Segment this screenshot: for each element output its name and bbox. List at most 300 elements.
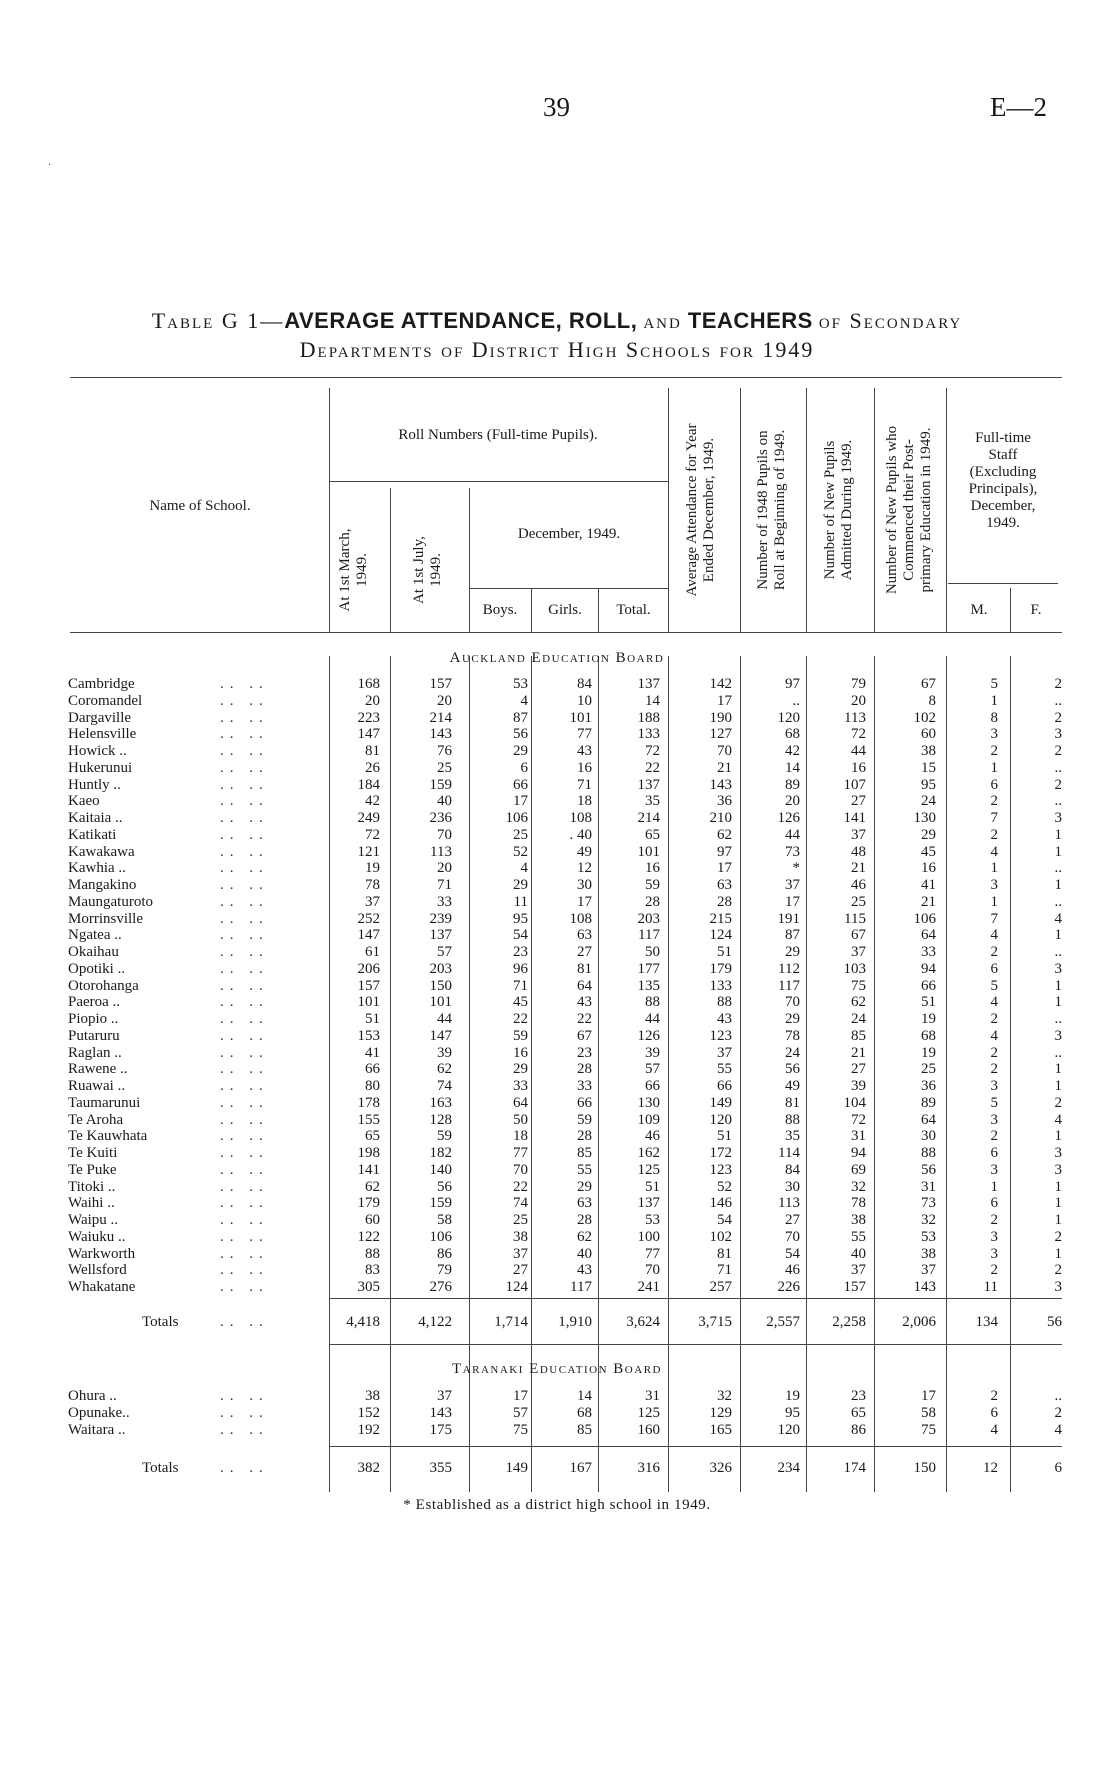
cell-avg: 21 <box>717 760 732 776</box>
cell-boys: 87 <box>513 710 528 726</box>
cell-total: 214 <box>637 810 660 826</box>
cell-f: 2 <box>1054 1229 1062 1245</box>
cell-f: 1 <box>1054 1195 1062 1211</box>
cell-total: 100 <box>637 1229 660 1245</box>
cell-n1948: 2,557 <box>766 1314 800 1330</box>
cell-new: 27 <box>851 1061 866 1077</box>
cell-boys: 66 <box>513 777 528 793</box>
cell-m: 3 <box>990 1112 998 1128</box>
cell-total: 44 <box>645 1011 660 1027</box>
title-rest: of Secondary <box>818 308 963 333</box>
cell-new: 21 <box>851 1045 866 1061</box>
cell-m: 6 <box>990 1405 998 1421</box>
cell-march: 249 <box>357 810 380 826</box>
staff-rule <box>948 583 1058 584</box>
cell-girls: 85 <box>577 1145 592 1161</box>
cell-n1948: .. <box>792 693 800 709</box>
cell-m: 134 <box>975 1314 998 1330</box>
cell-post: 8 <box>928 693 936 709</box>
cell-m: 2 <box>990 743 998 759</box>
cell-total: 35 <box>645 793 660 809</box>
scan-mark: · <box>48 160 52 171</box>
cell-f: 3 <box>1054 1279 1062 1295</box>
december-rule <box>470 588 668 589</box>
school-name: Ngatea .. <box>68 927 122 943</box>
cell-avg: 146 <box>709 1195 732 1211</box>
cell-f: .. <box>1054 1011 1062 1027</box>
cell-m: 7 <box>990 911 998 927</box>
cell-m: 2 <box>990 793 998 809</box>
cell-march: 206 <box>357 961 380 977</box>
cell-avg: 28 <box>717 894 732 910</box>
cell-march: 51 <box>365 1011 380 1027</box>
cell-n1948: 78 <box>785 1028 800 1044</box>
cell-new: 37 <box>851 1262 866 1278</box>
cell-july: 113 <box>430 844 452 860</box>
cell-n1948: 46 <box>785 1262 800 1278</box>
cell-total: 46 <box>645 1128 660 1144</box>
cell-july: 175 <box>429 1422 452 1438</box>
leader-dots: .. .. <box>220 844 269 860</box>
cell-girls: 22 <box>577 1011 592 1027</box>
cell-avg: 165 <box>709 1422 732 1438</box>
cell-girls: 12 <box>577 860 592 876</box>
cell-boys: 6 <box>520 760 528 776</box>
cell-july: 4,122 <box>418 1314 452 1330</box>
header-girls: Girls. <box>548 602 582 618</box>
cell-f: .. <box>1054 1045 1062 1061</box>
section-taranaki: Taranaki Education Board <box>452 1361 662 1377</box>
cell-boys: 106 <box>505 810 528 826</box>
col-divider <box>390 488 391 632</box>
cell-girls: 108 <box>569 911 592 927</box>
cell-july: 182 <box>429 1145 452 1161</box>
cell-total: 133 <box>637 726 660 742</box>
cell-n1948: 73 <box>785 844 800 860</box>
cell-total: 70 <box>645 1262 660 1278</box>
cell-f: 3 <box>1054 1145 1062 1161</box>
table-row <box>0 710 1114 726</box>
cell-july: 74 <box>437 1078 452 1094</box>
title-bold-2: TEACHERS <box>687 308 813 333</box>
auckland-totals-row <box>0 1314 1114 1330</box>
cell-july: 33 <box>437 894 452 910</box>
school-name: Warkworth <box>68 1246 136 1262</box>
cell-boys: 95 <box>513 911 528 927</box>
cell-post: 88 <box>921 1145 936 1161</box>
cell-july: 25 <box>437 760 452 776</box>
header-new-pupils: Number of New Pupils Admitted During 1949. <box>822 439 855 581</box>
cell-m: 2 <box>990 1061 998 1077</box>
leader-dots: .. .. <box>220 760 269 776</box>
cell-m: 3 <box>990 1246 998 1262</box>
cell-f: 1 <box>1054 827 1062 843</box>
cell-july: 101 <box>429 994 452 1010</box>
leader-dots: .. .. <box>220 793 269 809</box>
leader-dots: .. .. <box>220 1095 269 1111</box>
cell-post: 53 <box>921 1229 936 1245</box>
cell-boys: 149 <box>505 1460 528 1476</box>
cell-new: 55 <box>851 1229 866 1245</box>
cell-total: 188 <box>637 710 660 726</box>
cell-n1948: 117 <box>778 978 800 994</box>
col-divider <box>946 388 947 632</box>
cell-july: 140 <box>429 1162 452 1178</box>
cell-july: 355 <box>429 1460 452 1476</box>
cell-march: 198 <box>357 1145 380 1161</box>
cell-f: 1 <box>1054 978 1062 994</box>
cell-new: 2,258 <box>832 1314 866 1330</box>
cell-avg: 32 <box>717 1388 732 1404</box>
leader-dots: .. .. <box>220 693 269 709</box>
cell-march: 65 <box>365 1128 380 1144</box>
cell-july: 159 <box>429 777 452 793</box>
school-name: Katikati <box>68 827 117 843</box>
cell-avg: 81 <box>717 1246 732 1262</box>
cell-july: 37 <box>437 1388 452 1404</box>
cell-n1948: 81 <box>785 1095 800 1111</box>
cell-n1948: 68 <box>785 726 800 742</box>
leader-dots: .. .. <box>220 1179 269 1195</box>
table-row <box>0 1179 1114 1195</box>
leader-dots: .. .. <box>220 860 269 876</box>
cell-n1948: 49 <box>785 1078 800 1094</box>
cell-avg: 70 <box>717 743 732 759</box>
school-name: Te Puke <box>68 1162 117 1178</box>
cell-post: 16 <box>921 860 936 876</box>
cell-new: 78 <box>851 1195 866 1211</box>
cell-post: 2,006 <box>902 1314 936 1330</box>
leader-dots: .. .. <box>220 877 269 893</box>
cell-post: 51 <box>921 994 936 1010</box>
table-row <box>0 726 1114 742</box>
cell-march: 4,418 <box>346 1314 380 1330</box>
leader-dots: .. .. <box>220 743 269 759</box>
cell-total: 316 <box>637 1460 660 1476</box>
cell-m: 4 <box>990 994 998 1010</box>
cell-girls: 77 <box>577 726 592 742</box>
leader-dots: .. .. <box>220 710 269 726</box>
table-row <box>0 844 1114 860</box>
cell-post: 31 <box>921 1179 936 1195</box>
cell-post: 143 <box>913 1279 936 1295</box>
cell-july: 71 <box>437 877 452 893</box>
school-name: Kawhia .. <box>68 860 126 876</box>
leader-dots: .. .. <box>220 978 269 994</box>
cell-girls: 17 <box>577 894 592 910</box>
cell-total: 39 <box>645 1045 660 1061</box>
cell-total: 101 <box>637 844 660 860</box>
cell-total: 16 <box>645 860 660 876</box>
title-line-2: Departments of District High Schools for 1949 <box>299 337 815 362</box>
cell-f: 1 <box>1054 1212 1062 1228</box>
cell-total: 126 <box>637 1028 660 1044</box>
table-row <box>0 927 1114 943</box>
cell-new: 44 <box>851 743 866 759</box>
totals-label: Totals <box>142 1460 179 1476</box>
cell-girls: 71 <box>577 777 592 793</box>
cell-new: 67 <box>851 927 866 943</box>
cell-m: 5 <box>990 1095 998 1111</box>
cell-march: 20 <box>365 693 380 709</box>
cell-post: 17 <box>921 1388 936 1404</box>
cell-boys: 16 <box>513 1045 528 1061</box>
cell-girls: 43 <box>577 743 592 759</box>
cell-post: 45 <box>921 844 936 860</box>
cell-n1948: 19 <box>785 1388 800 1404</box>
cell-f: 2 <box>1054 1262 1062 1278</box>
cell-girls: 28 <box>577 1128 592 1144</box>
cell-july: 62 <box>437 1061 452 1077</box>
cell-n1948: 17 <box>785 894 800 910</box>
cell-new: 107 <box>843 777 866 793</box>
cell-n1948: 30 <box>785 1179 800 1195</box>
table-row <box>0 994 1114 1010</box>
cell-m: 1 <box>990 894 998 910</box>
school-name: Opunake.. <box>68 1405 130 1421</box>
cell-m: 2 <box>990 944 998 960</box>
cell-july: 59 <box>437 1128 452 1144</box>
cell-avg: 326 <box>709 1460 732 1476</box>
cell-f: 1 <box>1054 844 1062 860</box>
cell-boys: 70 <box>513 1162 528 1178</box>
cell-boys: 45 <box>513 994 528 1010</box>
cell-boys: 25 <box>513 1212 528 1228</box>
leader-dots: .. .. <box>220 827 269 843</box>
school-name: Huntly .. <box>68 777 121 793</box>
cell-f: .. <box>1054 944 1062 960</box>
cell-girls: 59 <box>577 1112 592 1128</box>
cell-n1948: * <box>792 860 800 876</box>
cell-post: 73 <box>921 1195 936 1211</box>
table-row <box>0 1212 1114 1228</box>
cell-f: 1 <box>1054 994 1062 1010</box>
cell-m: 2 <box>990 1388 998 1404</box>
cell-girls: 66 <box>577 1095 592 1111</box>
cell-july: 106 <box>429 1229 452 1245</box>
school-name: Maungaturoto <box>68 894 153 910</box>
cell-boys: 22 <box>513 1011 528 1027</box>
cell-boys: 54 <box>513 927 528 943</box>
cell-march: 192 <box>357 1422 380 1438</box>
school-name: Kawakawa <box>68 844 135 860</box>
cell-boys: 37 <box>513 1246 528 1262</box>
cell-boys: 22 <box>513 1179 528 1195</box>
cell-n1948: 84 <box>785 1162 800 1178</box>
cell-post: 24 <box>921 793 936 809</box>
cell-march: 60 <box>365 1212 380 1228</box>
cell-total: 135 <box>637 978 660 994</box>
cell-n1948: 29 <box>785 1011 800 1027</box>
school-name: Piopio .. <box>68 1011 119 1027</box>
leader-dots: .. .. <box>220 1279 269 1295</box>
cell-f: 3 <box>1054 726 1062 742</box>
school-name: Waipu .. <box>68 1212 119 1228</box>
section-auckland: Auckland Education Board <box>449 650 665 666</box>
table-row <box>0 1112 1114 1128</box>
cell-girls: 1,910 <box>558 1314 592 1330</box>
cell-avg: 36 <box>717 793 732 809</box>
cell-avg: 51 <box>717 944 732 960</box>
cell-f: 56 <box>1047 1314 1062 1330</box>
cell-march: 122 <box>357 1229 380 1245</box>
cell-march: 38 <box>365 1388 380 1404</box>
cell-march: 83 <box>365 1262 380 1278</box>
leader-dots: .. .. <box>220 1388 269 1404</box>
cell-m: 1 <box>990 693 998 709</box>
cell-march: 78 <box>365 877 380 893</box>
cell-n1948: 97 <box>785 676 800 692</box>
cell-girls: 63 <box>577 927 592 943</box>
leader-dots: .. .. <box>220 944 269 960</box>
cell-july: 143 <box>429 726 452 742</box>
table-row <box>0 944 1114 960</box>
cell-boys: 74 <box>513 1195 528 1211</box>
table-row <box>0 1145 1114 1161</box>
cell-total: 177 <box>637 961 660 977</box>
cell-avg: 215 <box>709 911 732 927</box>
cell-n1948: 37 <box>785 877 800 893</box>
cell-f: .. <box>1054 693 1062 709</box>
cell-total: 137 <box>637 676 660 692</box>
leader-dots: .. .. <box>220 1314 269 1330</box>
title-and: and <box>643 308 682 333</box>
cell-girls: 67 <box>577 1028 592 1044</box>
school-name: Whakatane <box>68 1279 136 1295</box>
cell-march: 152 <box>357 1405 380 1421</box>
cell-new: 39 <box>851 1078 866 1094</box>
cell-avg: 17 <box>717 693 732 709</box>
cell-total: 241 <box>637 1279 660 1295</box>
cell-m: 3 <box>990 726 998 742</box>
cell-march: 81 <box>365 743 380 759</box>
cell-new: 20 <box>851 693 866 709</box>
cell-march: 168 <box>357 676 380 692</box>
leader-dots: .. .. <box>220 961 269 977</box>
cell-n1948: 87 <box>785 927 800 943</box>
cell-boys: 124 <box>505 1279 528 1295</box>
cell-july: 239 <box>429 911 452 927</box>
cell-n1948: 29 <box>785 944 800 960</box>
cell-new: 31 <box>851 1128 866 1144</box>
cell-new: 113 <box>844 710 866 726</box>
cell-f: 1 <box>1054 1061 1062 1077</box>
cell-new: 48 <box>851 844 866 860</box>
leader-dots: .. .. <box>220 1212 269 1228</box>
cell-total: 65 <box>645 827 660 843</box>
cell-total: 22 <box>645 760 660 776</box>
cell-new: 38 <box>851 1212 866 1228</box>
cell-boys: 71 <box>513 978 528 994</box>
cell-girls: 28 <box>577 1212 592 1228</box>
leader-dots: .. .. <box>220 911 269 927</box>
cell-new: 23 <box>851 1388 866 1404</box>
cell-march: 62 <box>365 1179 380 1195</box>
cell-girls: 30 <box>577 877 592 893</box>
cell-m: 1 <box>990 760 998 776</box>
cell-post: 38 <box>921 1246 936 1262</box>
cell-new: 62 <box>851 994 866 1010</box>
school-name: Mangakino <box>68 877 137 893</box>
cell-post: 19 <box>921 1011 936 1027</box>
cell-july: 157 <box>429 676 452 692</box>
cell-avg: 149 <box>709 1095 732 1111</box>
cell-m: 3 <box>990 1078 998 1094</box>
cell-boys: 38 <box>513 1229 528 1245</box>
cell-avg: 3,715 <box>698 1314 732 1330</box>
cell-july: 236 <box>429 810 452 826</box>
cell-m: 1 <box>990 1179 998 1195</box>
cell-july: 76 <box>437 743 452 759</box>
cell-f: 1 <box>1054 1128 1062 1144</box>
cell-post: 68 <box>921 1028 936 1044</box>
cell-total: 137 <box>637 777 660 793</box>
cell-post: 30 <box>921 1128 936 1144</box>
cell-girls: 43 <box>577 1262 592 1278</box>
cell-girls: 49 <box>577 844 592 860</box>
cell-march: 121 <box>357 844 380 860</box>
header-july: At 1st July, 1949. <box>411 536 444 604</box>
cell-post: 95 <box>921 777 936 793</box>
cell-post: 130 <box>913 810 936 826</box>
school-name: Otorohanga <box>68 978 139 994</box>
header-boys: Boys. <box>482 602 518 618</box>
leader-dots: .. .. <box>220 927 269 943</box>
cell-march: 153 <box>357 1028 380 1044</box>
cell-avg: 63 <box>717 877 732 893</box>
table-row <box>0 1011 1114 1027</box>
table-row <box>0 1078 1114 1094</box>
school-name: Te Kauwhata <box>68 1128 148 1144</box>
cell-f: 2 <box>1054 777 1062 793</box>
cell-post: 38 <box>921 743 936 759</box>
cell-n1948: 54 <box>785 1246 800 1262</box>
cell-girls: 62 <box>577 1229 592 1245</box>
cell-total: 14 <box>645 693 660 709</box>
cell-n1948: 114 <box>778 1145 800 1161</box>
cell-girls: 84 <box>577 676 592 692</box>
leader-dots: .. .. <box>220 1262 269 1278</box>
cell-new: 115 <box>844 911 866 927</box>
leader-dots: .. .. <box>220 994 269 1010</box>
cell-march: 157 <box>357 978 380 994</box>
table-row <box>0 1405 1114 1421</box>
school-name: Waihi .. <box>68 1195 115 1211</box>
table-row <box>0 1162 1114 1178</box>
cell-m: 7 <box>990 810 998 826</box>
cell-n1948: 35 <box>785 1128 800 1144</box>
cell-avg: 133 <box>709 978 732 994</box>
cell-avg: 127 <box>709 726 732 742</box>
cell-total: 50 <box>645 944 660 960</box>
cell-new: 37 <box>851 827 866 843</box>
cell-new: 21 <box>851 860 866 876</box>
cell-post: 66 <box>921 978 936 994</box>
cell-m: 3 <box>990 877 998 893</box>
cell-july: 143 <box>429 1405 452 1421</box>
cell-m: 4 <box>990 1028 998 1044</box>
cell-march: 179 <box>357 1195 380 1211</box>
cell-post: 60 <box>921 726 936 742</box>
col-divider <box>806 388 807 632</box>
cell-f: 3 <box>1054 1162 1062 1178</box>
cell-july: 58 <box>437 1212 452 1228</box>
leader-dots: .. .. <box>220 1128 269 1144</box>
cell-avg: 51 <box>717 1128 732 1144</box>
cell-m: 5 <box>990 676 998 692</box>
cell-new: 46 <box>851 877 866 893</box>
header-roll-numbers: Roll Numbers (Full-time Pupils). <box>398 427 598 443</box>
